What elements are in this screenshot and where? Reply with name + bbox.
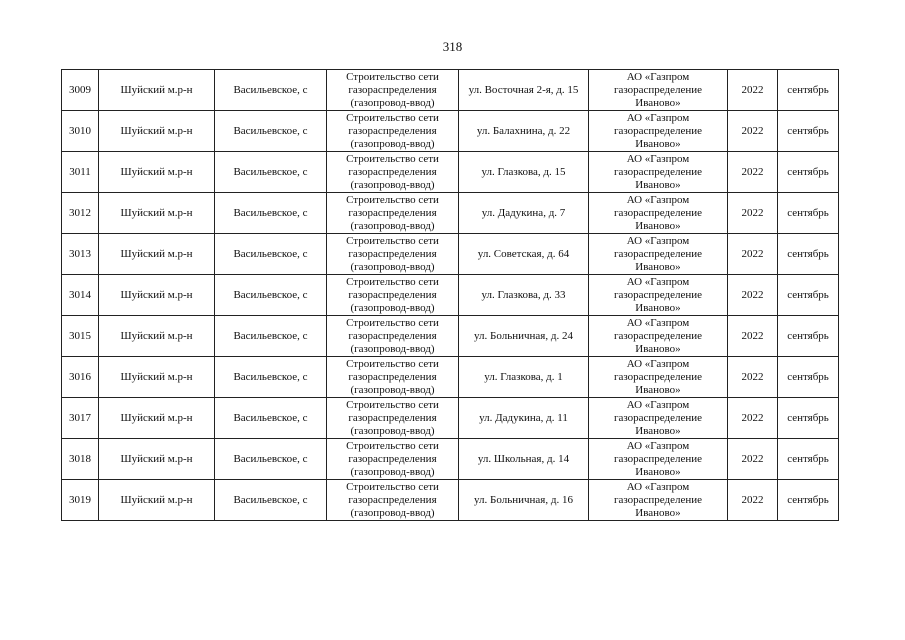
table-row [62,316,839,357]
gasification-table [61,69,839,521]
row-id-cell: 3019 [62,480,99,521]
year-cell: 2022 [728,439,778,480]
settlement-cell: Васильевское, с [215,111,327,152]
month-cell: сентябрь [778,357,839,398]
work-type-cell: Строительство сети газораспределения (газопровод-ввод) [327,111,459,152]
address-cell: ул. Дадукина, д. 7 [459,193,589,234]
organization-cell: АО «Газпром газораспределение Иваново» [589,234,728,275]
address-cell: ул. Советская, д. 64 [459,234,589,275]
address-cell: ул. Больничная, д. 24 [459,316,589,357]
work-type-cell: Строительство сети газораспределения (газопровод-ввод) [327,398,459,439]
year-cell: 2022 [728,480,778,521]
row-id-cell: 3018 [62,439,99,480]
year-cell: 2022 [728,193,778,234]
row-id-cell: 3013 [62,234,99,275]
year-cell: 2022 [728,275,778,316]
settlement-cell: Васильевское, с [215,357,327,398]
work-type-cell: Строительство сети газораспределения (газопровод-ввод) [327,70,459,111]
work-type-cell: Строительство сети газораспределения (газопровод-ввод) [327,357,459,398]
month-cell: сентябрь [778,275,839,316]
district-cell: Шуйский м.р-н [99,439,215,480]
month-cell: сентябрь [778,398,839,439]
row-id-cell: 3015 [62,316,99,357]
month-cell: сентябрь [778,152,839,193]
work-type-cell: Строительство сети газораспределения (газопровод-ввод) [327,439,459,480]
organization-cell: АО «Газпром газораспределение Иваново» [589,316,728,357]
table-row [62,234,839,275]
district-cell: Шуйский м.р-н [99,111,215,152]
address-cell: ул. Школьная, д. 14 [459,439,589,480]
organization-cell: АО «Газпром газораспределение Иваново» [589,152,728,193]
address-cell: ул. Глазкова, д. 1 [459,357,589,398]
address-cell: ул. Балахнина, д. 22 [459,111,589,152]
organization-cell: АО «Газпром газораспределение Иваново» [589,398,728,439]
year-cell: 2022 [728,234,778,275]
address-cell: ул. Восточная 2-я, д. 15 [459,70,589,111]
district-cell: Шуйский м.р-н [99,398,215,439]
row-id-cell: 3009 [62,70,99,111]
row-id-cell: 3016 [62,357,99,398]
table-row [62,193,839,234]
work-type-cell: Строительство сети газораспределения (газопровод-ввод) [327,275,459,316]
settlement-cell: Васильевское, с [215,275,327,316]
settlement-cell: Васильевское, с [215,480,327,521]
settlement-cell: Васильевское, с [215,234,327,275]
work-type-cell: Строительство сети газораспределения (газопровод-ввод) [327,234,459,275]
row-id-cell: 3012 [62,193,99,234]
settlement-cell: Васильевское, с [215,70,327,111]
month-cell: сентябрь [778,111,839,152]
table-row [62,111,839,152]
district-cell: Шуйский м.р-н [99,357,215,398]
table-row [62,439,839,480]
year-cell: 2022 [728,398,778,439]
table-row [62,398,839,439]
year-cell: 2022 [728,357,778,398]
district-cell: Шуйский м.р-н [99,480,215,521]
year-cell: 2022 [728,111,778,152]
address-cell: ул. Больничная, д. 16 [459,480,589,521]
month-cell: сентябрь [778,193,839,234]
district-cell: Шуйский м.р-н [99,193,215,234]
row-id-cell: 3010 [62,111,99,152]
organization-cell: АО «Газпром газораспределение Иваново» [589,357,728,398]
table-body [62,70,839,521]
month-cell: сентябрь [778,234,839,275]
settlement-cell: Васильевское, с [215,316,327,357]
district-cell: Шуйский м.р-н [99,152,215,193]
address-cell: ул. Глазкова, д. 33 [459,275,589,316]
work-type-cell: Строительство сети газораспределения (газопровод-ввод) [327,316,459,357]
month-cell: сентябрь [778,439,839,480]
address-cell: ул. Глазкова, д. 15 [459,152,589,193]
organization-cell: АО «Газпром газораспределение Иваново» [589,480,728,521]
organization-cell: АО «Газпром газораспределение Иваново» [589,275,728,316]
settlement-cell: Васильевское, с [215,439,327,480]
table-row [62,70,839,111]
table-row [62,357,839,398]
table-row [62,480,839,521]
year-cell: 2022 [728,152,778,193]
year-cell: 2022 [728,316,778,357]
page-number: 318 [442,39,463,54]
district-cell: Шуйский м.р-н [99,70,215,111]
row-id-cell: 3017 [62,398,99,439]
work-type-cell: Строительство сети газораспределения (газопровод-ввод) [327,152,459,193]
year-cell: 2022 [728,70,778,111]
district-cell: Шуйский м.р-н [99,316,215,357]
district-cell: Шуйский м.р-н [99,234,215,275]
settlement-cell: Васильевское, с [215,193,327,234]
organization-cell: АО «Газпром газораспределение Иваново» [589,439,728,480]
table-row [62,152,839,193]
address-cell: ул. Дадукина, д. 11 [459,398,589,439]
settlement-cell: Васильевское, с [215,398,327,439]
month-cell: сентябрь [778,480,839,521]
row-id-cell: 3014 [62,275,99,316]
organization-cell: АО «Газпром газораспределение Иваново» [589,111,728,152]
table-row [62,275,839,316]
month-cell: сентябрь [778,316,839,357]
month-cell: сентябрь [778,70,839,111]
settlement-cell: Васильевское, с [215,152,327,193]
work-type-cell: Строительство сети газораспределения (газопровод-ввод) [327,480,459,521]
organization-cell: АО «Газпром газораспределение Иваново» [589,70,728,111]
district-cell: Шуйский м.р-н [99,275,215,316]
row-id-cell: 3011 [62,152,99,193]
work-type-cell: Строительство сети газораспределения (газопровод-ввод) [327,193,459,234]
organization-cell: АО «Газпром газораспределение Иваново» [589,193,728,234]
